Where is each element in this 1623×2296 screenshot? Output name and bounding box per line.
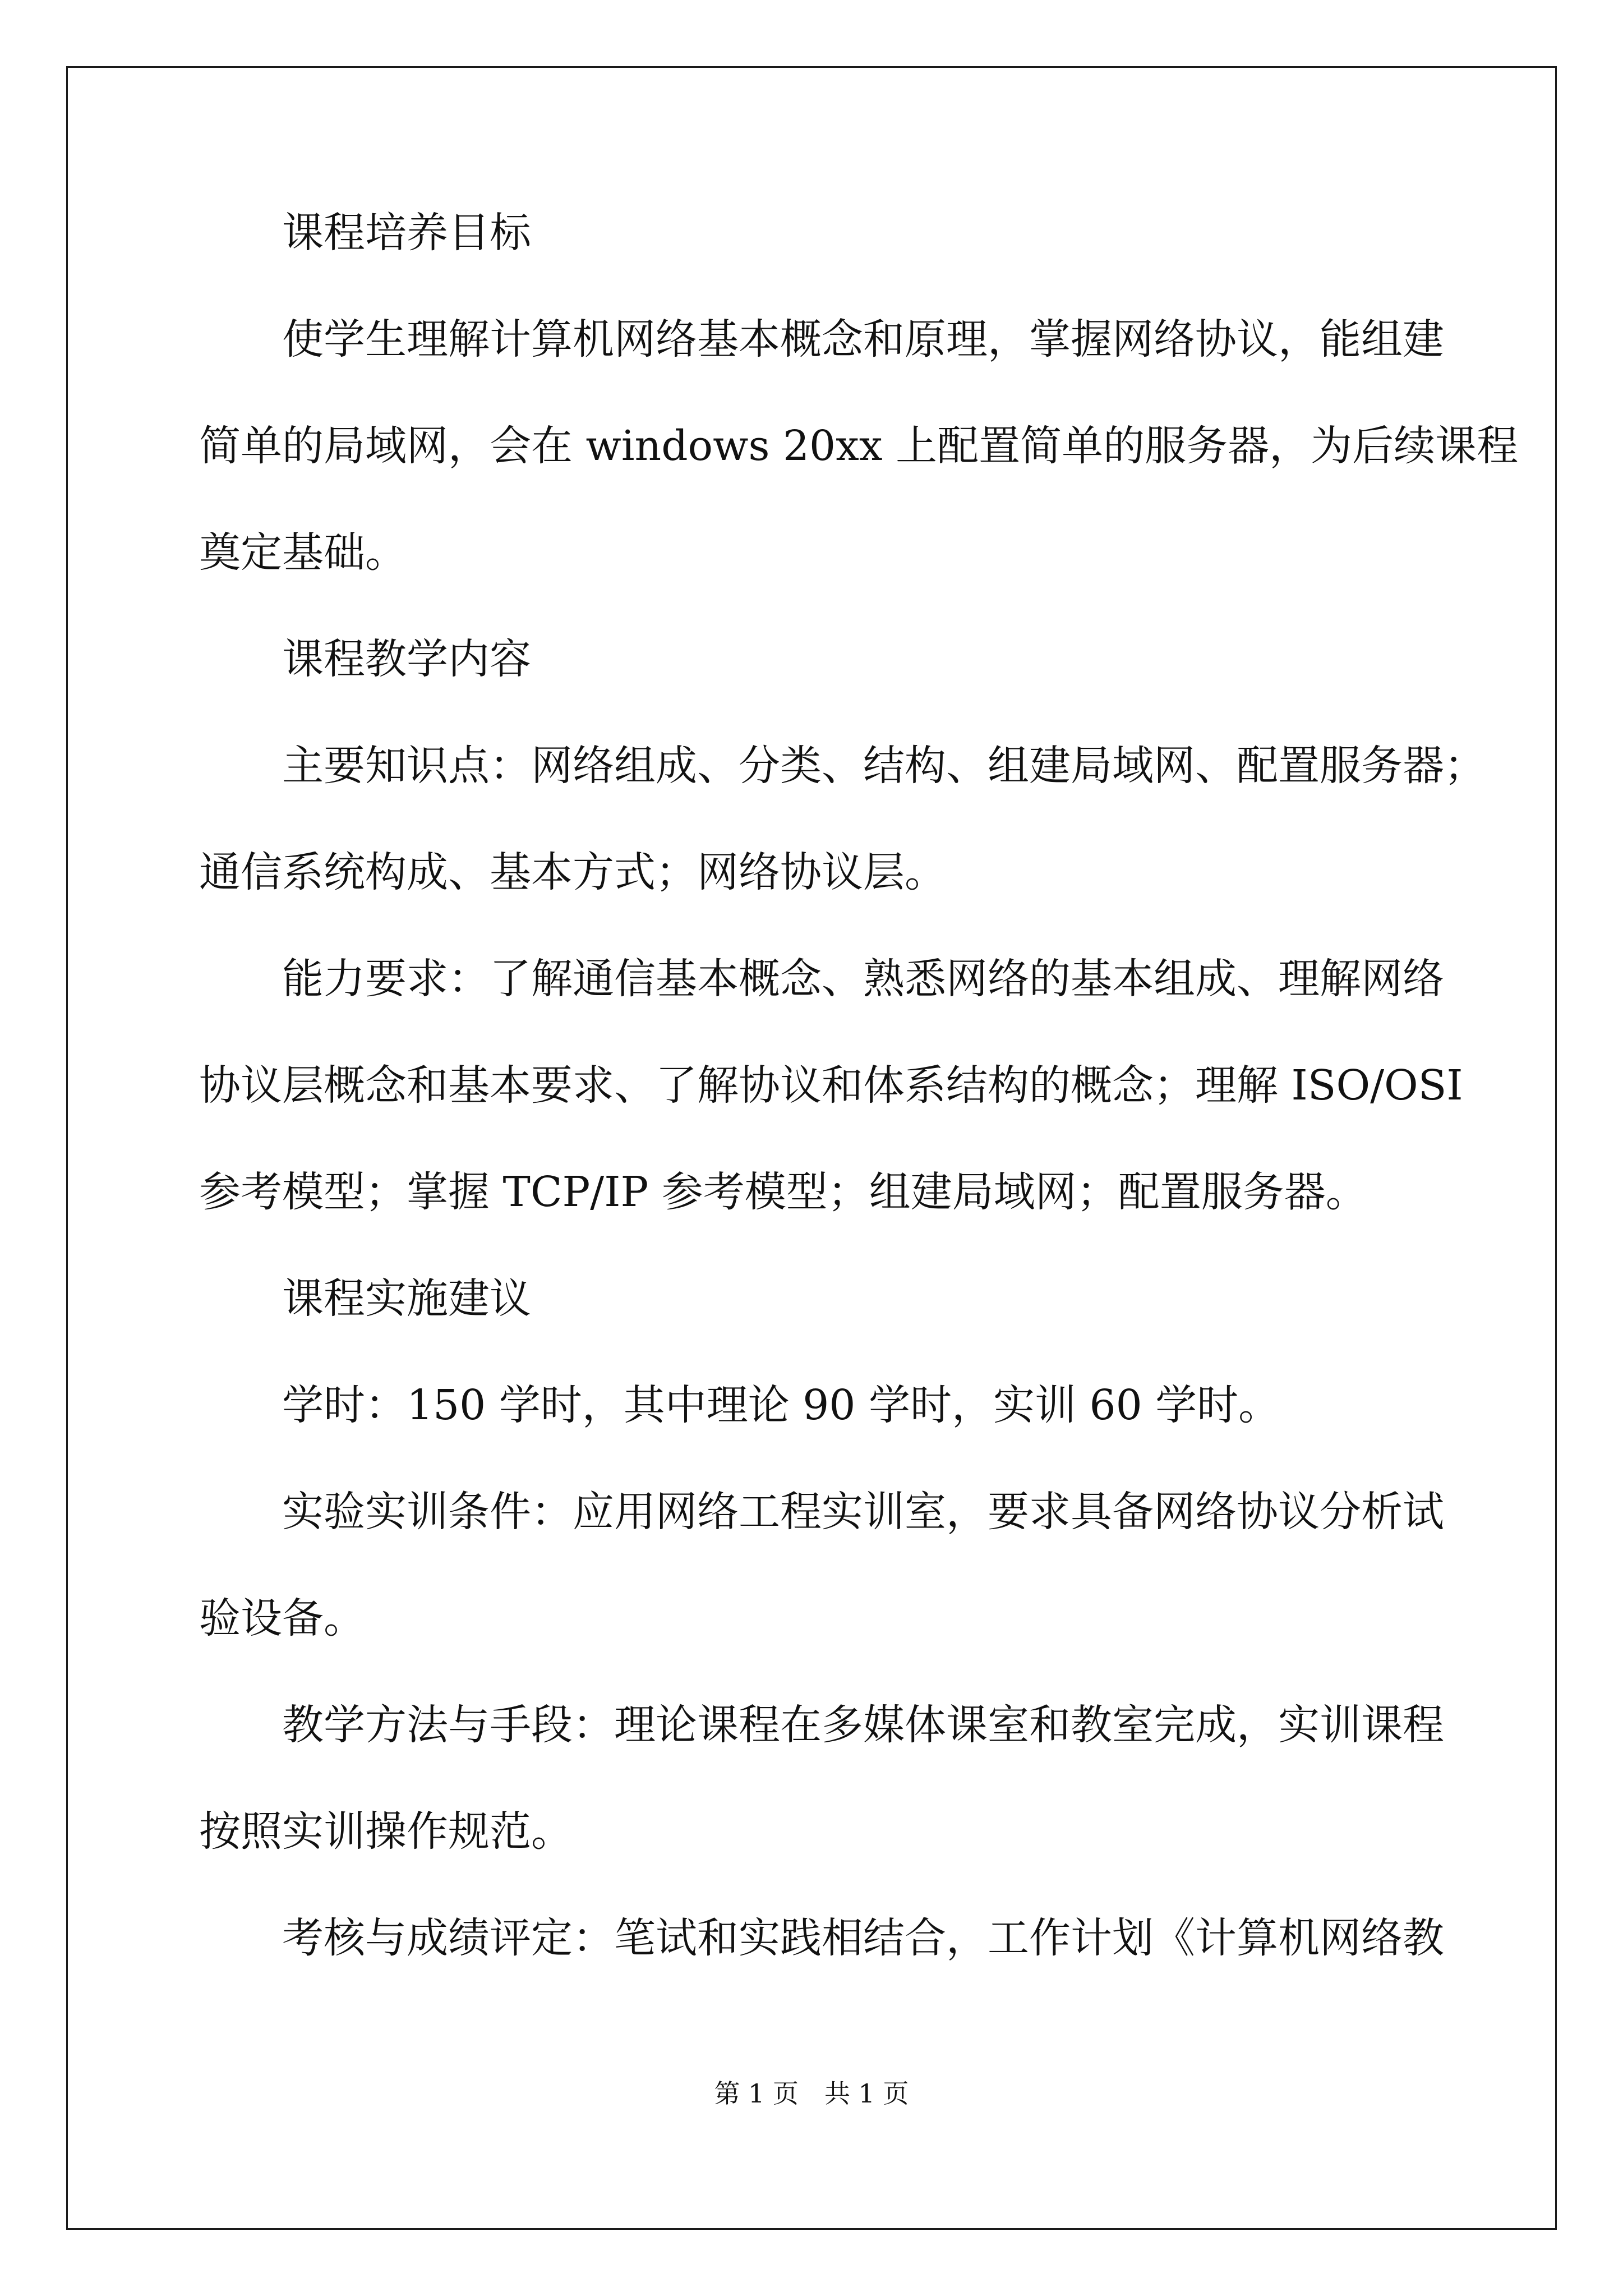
paragraph-line: 奠定基础。 [199,528,407,577]
paragraph-line: 参考模型；掌握 TCP/IP 参考模型；组建局域网；配置服务器。 [199,1168,1367,1216]
paragraph-line: 学时：150 学时，其中理论 90 学时，实训 60 学时。 [282,1381,1280,1429]
page-number-footer: 第 1 页 共 1 页 [714,2078,909,2109]
paragraph-line: 协议层概念和基本要求、了解协议和体系结构的概念；理解 ISO/OSI [199,1061,1463,1110]
paragraph-line: 主要知识点：网络组成、分类、结构、组建局域网、配置服务器； [282,742,1486,790]
paragraph-line: 教学方法与手段：理论课程在多媒体课室和教室完成，实训课程 [282,1701,1444,1749]
heading-training-goals: 课程培养目标 [282,209,531,257]
heading-implementation: 课程实施建议 [282,1274,531,1323]
paragraph-line: 按照实训操作规范。 [199,1807,573,1856]
paragraph-line: 考核与成绩评定：笔试和实践相结合，工作计划《计算机网络教 [282,1914,1444,1962]
paragraph-line: 通信系统构成、基本方式；网络协议层。 [199,848,946,896]
paragraph-line: 验设备。 [199,1594,365,1642]
paragraph-line: 简单的局域网，会在 windows 20xx 上配置简单的服务器，为后续课程 [199,422,1519,470]
paragraph-line: 能力要求：了解通信基本概念、熟悉网络的基本组成、理解网络 [282,955,1444,1003]
paragraph-line: 使学生理解计算机网络基本概念和原理，掌握网络协议，能组建 [282,315,1444,364]
heading-teaching-content: 课程教学内容 [282,635,531,683]
paragraph-line: 实验实训条件：应用网络工程实训室，要求具备网络协议分析试 [282,1488,1444,1536]
